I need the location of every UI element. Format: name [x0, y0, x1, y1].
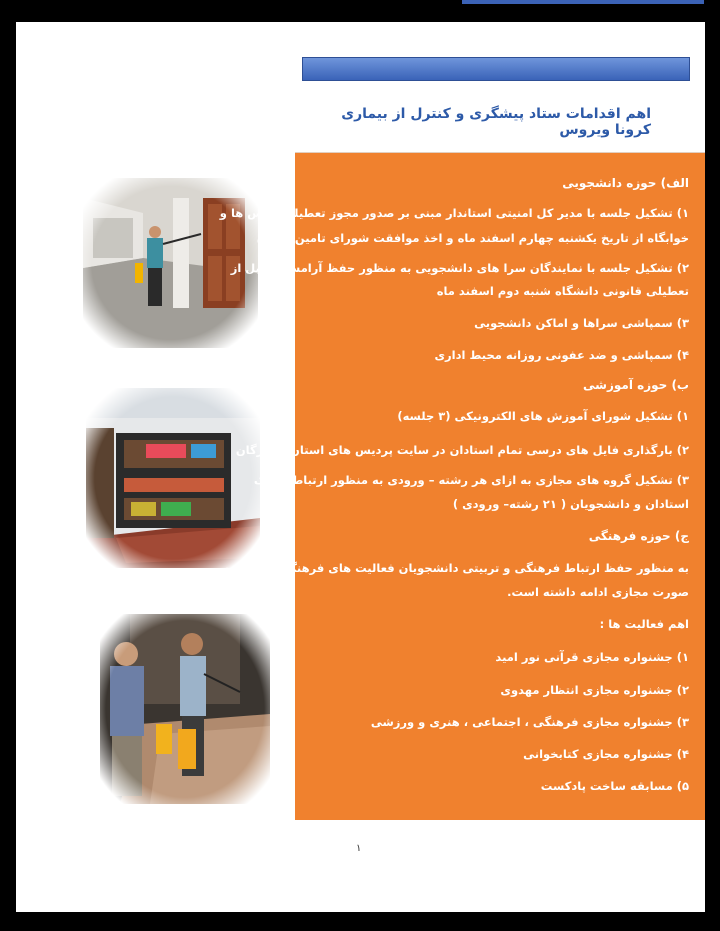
photo-staff-spraying [100, 614, 270, 804]
culture-intro-line-2: صورت مجازی ادامه داشته است. [507, 585, 689, 599]
student-item-4: ۴) سمپاشی و ضد عفونی روزانه محیط اداری [434, 348, 689, 362]
page-number: ۱ [356, 843, 362, 854]
document-page [16, 22, 705, 912]
education-item-2: ۲) بارگذاری فایل های درسی تمام استادان در سایت پردیس های استان هرمزگان [235, 443, 689, 457]
student-item-1-line-2: خوابگاه از تاریخ یکشنبه چهارم اسفند ماه و اخذ موافقت شورای تامین استان [256, 231, 689, 245]
activity-item: ۲) جشنواره مجازی انتظار مهدوی [500, 683, 689, 697]
student-item-3: ۳) سمپاشی سراها و اماکن دانشجویی [474, 316, 689, 330]
activities-heading: اهم فعالیت ها : [599, 617, 689, 631]
top-accent-bar [462, 0, 704, 4]
photo-dormitory-beds [86, 388, 260, 568]
activity-item: ۴) جشنواره مجازی کتابخوانی [523, 747, 689, 761]
activity-item: ۵) مسابقه ساخت پادکست [540, 779, 689, 793]
activity-item: ۳) جشنواره مجازی فرهنگی ، اجتماعی ، هنری و ورزشی [370, 715, 689, 729]
student-item-1-line-1: ۱) تشکیل جلسه با مدیر کل امنیتی استاندار مبنی بر صدور مجوز تعطیلی کلاس ها و [219, 206, 689, 220]
education-item-1: ۱) تشکیل شورای آموزش های الکترونیکی (۳ جلسه) [397, 409, 689, 423]
activity-item: ۱) جشنواره مجازی قرآنی نور امید [495, 650, 689, 664]
page-title: اهم اقدامات ستاد پیشگری و کنترل از بیماری کرونا ویروس [341, 106, 651, 138]
education-item-3-line-2: استادان و دانشجویان ( ۲۱ رشته– ورودی ) [452, 497, 689, 511]
section-heading-student: الف) حوزه دانشجویی [562, 176, 689, 190]
culture-intro-line-1: به منظور حفظ ارتباط فرهنگی و تربیتی دانشجویان فعالیت های فرهنگی تربیتی به [222, 561, 689, 575]
content-panel [219, 152, 705, 820]
section-heading-culture: ج) حوزه فرهنگی [588, 529, 689, 543]
section-heading-education: ب) حوزه آموزشی [583, 378, 689, 392]
student-item-2-line-2: تعطیلی قانونی دانشگاه شنبه دوم اسفند ماه [436, 284, 689, 298]
header-band [302, 57, 690, 81]
education-item-3-line-1: ۳) تشکیل گروه های مجازی به ازای هر رشته – ورودی به منظور ارتباط نزدیک [253, 473, 689, 487]
student-item-2-line-1: ۲) تشکیل جلسه با نمایندگان سرا های دانشجویی به منظور حفظ آرامش تا قبل از [230, 261, 689, 275]
